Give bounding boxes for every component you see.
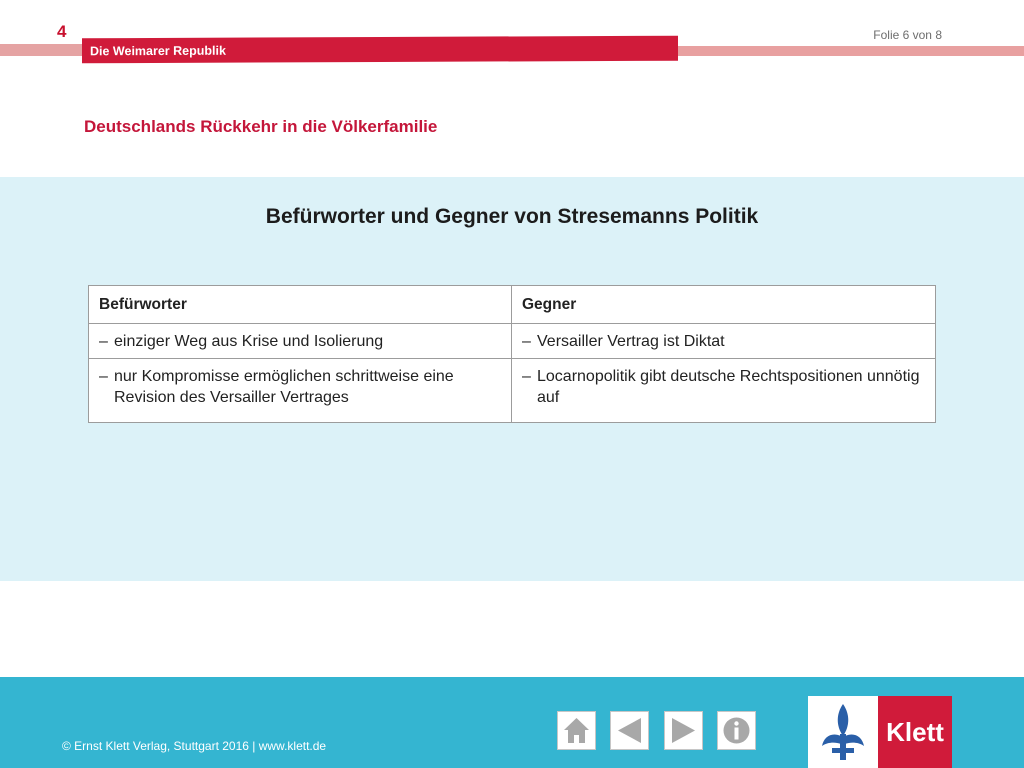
content-title: Befürworter und Gegner von Stresemanns Politik [265,205,759,228]
header-befuerworter: Befürworter [89,286,512,324]
dash-marker: – [99,332,108,350]
dash-marker: – [99,368,108,385]
logo-wordmark: Klett [878,696,952,768]
page-subtitle: Deutschlands Rückkehr in die Völkerfamilie [84,117,438,136]
table-row [89,324,936,359]
dash-marker: – [522,332,531,350]
table-row [89,359,936,423]
klett-logo [808,696,952,768]
copyright-text: © Ernst Klett Verlag, Stuttgart 2016 | www.klett.de [62,739,327,753]
pro-con-table [88,285,936,423]
previous-slide-button[interactable] [610,711,649,750]
header-gegner: Gegner [512,286,936,324]
arrow-right-icon [668,715,699,746]
cell-text: Locarnopolitik gibt deutsche Rechtspositionen unnötig auf [537,368,920,406]
next-slide-button[interactable] [664,711,703,750]
info-button[interactable] [717,711,756,750]
table-cell [89,324,512,359]
chapter-number: 4 [57,22,67,41]
info-icon [721,715,752,746]
header-band-right [676,46,1024,56]
header-band-left [0,44,84,56]
series-label: Die Weimarer Republik [90,43,226,59]
lily-emblem-icon [808,696,878,768]
arrow-left-icon [614,715,645,746]
cell-text: nur Kompromisse ermöglichen schrittweise eine Revision des Versailler Vertrages [114,368,454,406]
dash-marker: – [522,368,531,385]
series-band [82,36,678,64]
table-cell [512,359,936,423]
slide-counter: Folie 6 von 8 [873,28,942,42]
cell-text: einziger Weg aus Krise und Isolierung [114,332,384,350]
table-header-row [89,286,936,324]
home-button[interactable] [557,711,596,750]
table-cell [89,359,512,423]
footer [0,677,1024,768]
home-icon [561,715,592,746]
table-cell [512,324,936,359]
cell-text: Versailler Vertrag ist Diktat [537,332,725,350]
